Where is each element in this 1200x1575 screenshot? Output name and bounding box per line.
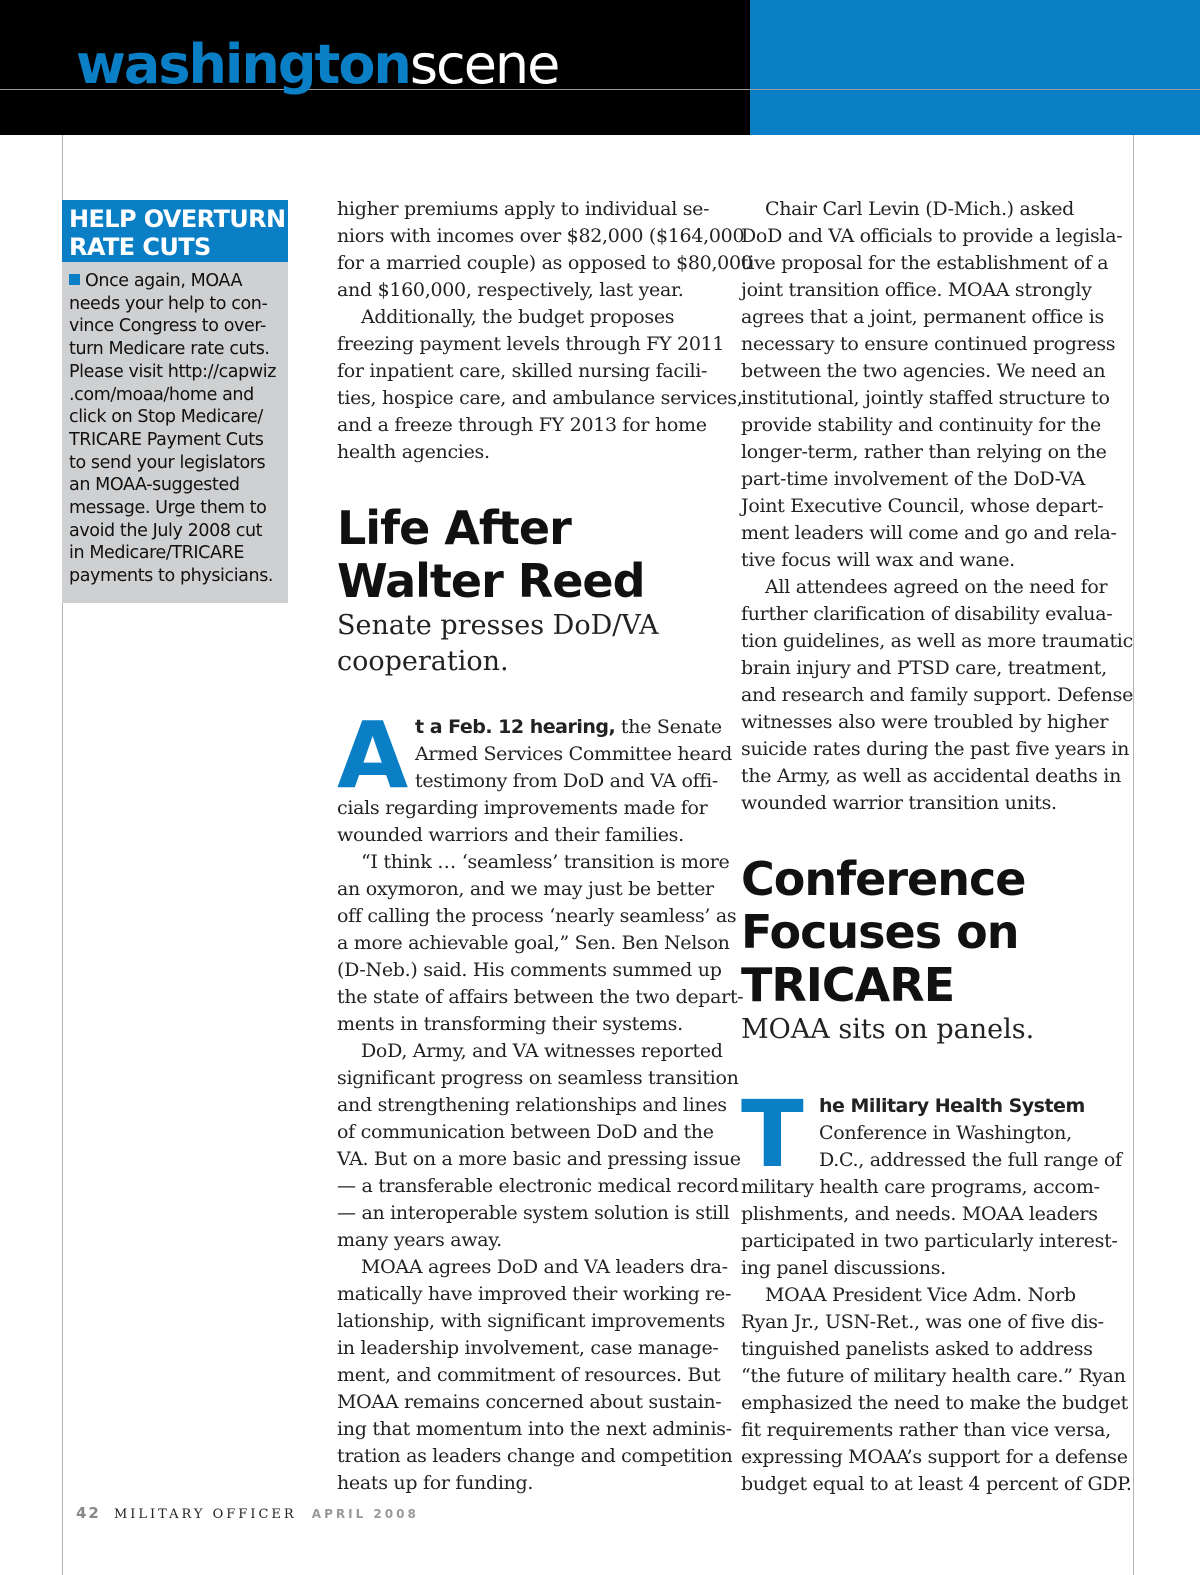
body-line: tinguished panelists asked to address — [741, 1338, 1093, 1360]
body-line: wounded warrior transition units. — [741, 792, 1057, 814]
sidebar-line: in Medicare/TRICARE — [69, 543, 244, 564]
sidebar-title-line: RATE CUTS — [69, 233, 211, 261]
body-line: tive proposal for the establishment of a — [741, 252, 1109, 274]
page-number: 42 — [76, 1504, 101, 1522]
headline-line: Life After — [337, 501, 571, 555]
sidebar-line: .com/moaa/home and — [69, 384, 254, 405]
masthead-scene: scene — [409, 33, 559, 96]
magazine-name: MILITARY OFFICER — [113, 1507, 297, 1522]
article-body — [741, 1174, 1132, 1498]
body-line: of communication between DoD and the — [337, 1121, 714, 1143]
body-line: ment leaders will come and go and rela- — [741, 522, 1117, 544]
opening-line: Conference in Washington, — [819, 1122, 1072, 1144]
headline-line: Conference — [741, 852, 1026, 906]
sidebar-line: an MOAA-suggested — [69, 475, 240, 496]
bullet-square-icon — [69, 274, 80, 285]
article-deck — [337, 608, 719, 680]
body-line: off calling the process ‘nearly seamless’ as — [337, 905, 737, 927]
body-line: Ryan Jr., USN-Ret., was one of five dis- — [741, 1311, 1104, 1333]
sidebar-line: turn Medicare rate cuts. — [69, 339, 270, 360]
continued-text — [337, 196, 753, 466]
sidebar-box — [62, 200, 288, 603]
sidebar-line: Please visit http://capwiz — [69, 361, 277, 382]
article-column-middle — [337, 196, 753, 1497]
body-line: joint transition office. MOAA strongly — [741, 279, 1092, 301]
body-line: part-time involvement of the DoD-VA — [741, 468, 1085, 490]
page-footer — [76, 1505, 419, 1523]
body-line: heats up for funding. — [337, 1472, 534, 1494]
body-line: tive focus will wax and wane. — [741, 549, 1015, 571]
drop-cap: A — [337, 702, 409, 809]
sidebar-title-line: HELP OVERTURN — [69, 205, 286, 233]
body-line: ments in transforming their systems. — [337, 1013, 683, 1035]
body-line: significant progress on seamless transition — [337, 1067, 739, 1089]
body-line: matically have improved their working re- — [337, 1283, 732, 1305]
body-line: “the future of military health care.” Ryan — [741, 1365, 1126, 1387]
opening-text: the Senate — [615, 716, 722, 738]
headline-line: TRICARE — [741, 958, 955, 1012]
body-line: a more achievable goal,” Sen. Ben Nelson — [337, 932, 730, 954]
body-line: Joint Executive Council, whose depart- — [741, 495, 1104, 517]
section-masthead — [76, 33, 559, 96]
body-line: ing that momentum into the next adminis- — [337, 1418, 732, 1440]
body-line: tion guidelines, as well as more traumatic — [741, 630, 1133, 652]
body-line: brain injury and PTSD care, treatment, — [741, 657, 1107, 679]
body-line: ties, hospice care, and ambulance services, — [337, 387, 743, 409]
issue-date: APRIL 2008 — [311, 1507, 419, 1521]
body-line: niors with incomes over $82,000 ($164,000 — [337, 225, 745, 247]
opening-line: D.C., addressed the full range of — [819, 1149, 1122, 1171]
sidebar-line-text: Once again, MOAA — [85, 271, 243, 291]
body-line: MOAA President Vice Adm. Norb — [765, 1284, 1076, 1306]
sidebar-line: message. Urge them to — [69, 498, 267, 519]
body-line: suicide rates during the past five years in — [741, 738, 1130, 760]
body-line: ing panel discussions. — [741, 1257, 946, 1279]
sidebar-line: needs your help to con- — [69, 293, 268, 314]
deck-line: cooperation. — [337, 646, 509, 677]
body-line: and strengthening relationships and lines — [337, 1094, 727, 1116]
body-line: expressing MOAA’s support for a defense — [741, 1446, 1128, 1468]
lead-in: t a Feb. 12 hearing, — [415, 716, 616, 738]
body-line: the Army, as well as accidental deaths in — [741, 765, 1122, 787]
body-line: witnesses also were troubled by higher — [741, 711, 1109, 733]
body-line: longer-term, rather than relying on the — [741, 441, 1107, 463]
body-line: DoD, Army, and VA witnesses reported — [361, 1040, 723, 1062]
body-line: tration as leaders change and competition — [337, 1445, 733, 1467]
body-line: further clarification of disability evalua- — [741, 603, 1113, 625]
sidebar-title — [62, 200, 288, 262]
sidebar-line — [69, 270, 284, 293]
body-line: VA. But on a more basic and pressing issue — [337, 1148, 741, 1170]
article-headline — [741, 853, 1126, 1012]
opening-line: Armed Services Committee heard — [415, 743, 733, 765]
deck-line: MOAA sits on panels. — [741, 1014, 1035, 1045]
body-line: ment, and commitment of resources. But — [337, 1364, 721, 1386]
body-line: health agencies. — [337, 441, 490, 463]
body-line: for inpatient care, skilled nursing facili- — [337, 360, 708, 382]
body-line: and $160,000, respectively, last year. — [337, 279, 684, 301]
body-line: higher premiums apply to individual se- — [337, 198, 710, 220]
headline-line: Walter Reed — [337, 554, 645, 608]
body-line: Additionally, the budget proposes — [361, 306, 675, 328]
article-body — [337, 795, 744, 1497]
body-line: participated in two particularly interest- — [741, 1230, 1118, 1252]
lead-in: he Military Health System — [819, 1095, 1085, 1117]
right-margin-rule — [1133, 135, 1134, 1575]
body-line: MOAA remains concerned about sustain- — [337, 1391, 722, 1413]
sidebar-line: TRICARE Payment Cuts — [69, 429, 264, 450]
article-headline — [337, 502, 719, 608]
masthead-washington: washington — [76, 33, 410, 96]
body-line: in leadership involvement, case manage- — [337, 1337, 719, 1359]
body-line: lationship, with significant improvements — [337, 1310, 725, 1332]
body-line: All attendees agreed on the need for — [765, 576, 1108, 598]
body-line: — a transferable electronic medical record — [337, 1175, 739, 1197]
body-line: necessary to ensure continued progress — [741, 333, 1116, 355]
drop-cap: T — [741, 1081, 804, 1188]
sidebar-line: to send your legislators — [69, 452, 266, 473]
body-line: (D-Neb.) said. His comments summed up — [337, 959, 722, 981]
headline-line: Focuses on — [741, 905, 1019, 959]
body-line: military health care programs, accom- — [741, 1176, 1100, 1198]
opening-line: testimony from DoD and VA offi- — [415, 770, 719, 792]
body-line: freezing payment levels through FY 2011 — [337, 333, 725, 355]
sidebar-line: vince Congress to over- — [69, 316, 266, 337]
body-line: and a freeze through FY 2013 for home — [337, 414, 707, 436]
body-line: wounded warriors and their families. — [337, 824, 684, 846]
body-line: “I think … ‘seamless’ transition is more — [361, 851, 730, 873]
body-line: cials regarding improvements made for — [337, 797, 708, 819]
sidebar-line: payments to physicians. — [69, 566, 274, 587]
continued-text — [741, 196, 1134, 817]
body-line: emphasized the need to make the budget — [741, 1392, 1128, 1414]
sidebar-text — [62, 262, 288, 588]
body-line: — an interoperable system solution is still — [337, 1202, 730, 1224]
body-line: and research and family support. Defense — [741, 684, 1134, 706]
body-line: budget equal to at least 4 percent of GDP. — [741, 1473, 1132, 1495]
body-line: the state of affairs between the two depart- — [337, 986, 744, 1008]
sidebar-line: avoid the July 2008 cut — [69, 520, 263, 541]
sidebar-line: click on Stop Medicare/ — [69, 407, 263, 428]
body-line: DoD and VA officials to provide a legisla- — [741, 225, 1123, 247]
body-line: agrees that a joint, permanent office is — [741, 306, 1105, 328]
body-line: an oxymoron, and we may just be better — [337, 878, 714, 900]
header-accent-block — [750, 0, 1200, 135]
body-line: for a married couple) as opposed to $80,000 — [337, 252, 753, 274]
body-line: between the two agencies. We need an — [741, 360, 1106, 382]
body-line: Chair Carl Levin (D-Mich.) asked — [765, 198, 1075, 220]
body-line: plishments, and needs. MOAA leaders — [741, 1203, 1098, 1225]
body-line: fit requirements rather than vice versa, — [741, 1419, 1111, 1441]
deck-line: Senate presses DoD/VA — [337, 610, 659, 641]
body-line: institutional, jointly staffed structure to — [741, 387, 1110, 409]
body-line: many years away. — [337, 1229, 502, 1251]
body-line: provide stability and continuity for the — [741, 414, 1101, 436]
article-deck — [741, 1012, 1126, 1048]
article-column-right — [741, 196, 1134, 1498]
body-line: MOAA agrees DoD and VA leaders dra- — [361, 1256, 728, 1278]
